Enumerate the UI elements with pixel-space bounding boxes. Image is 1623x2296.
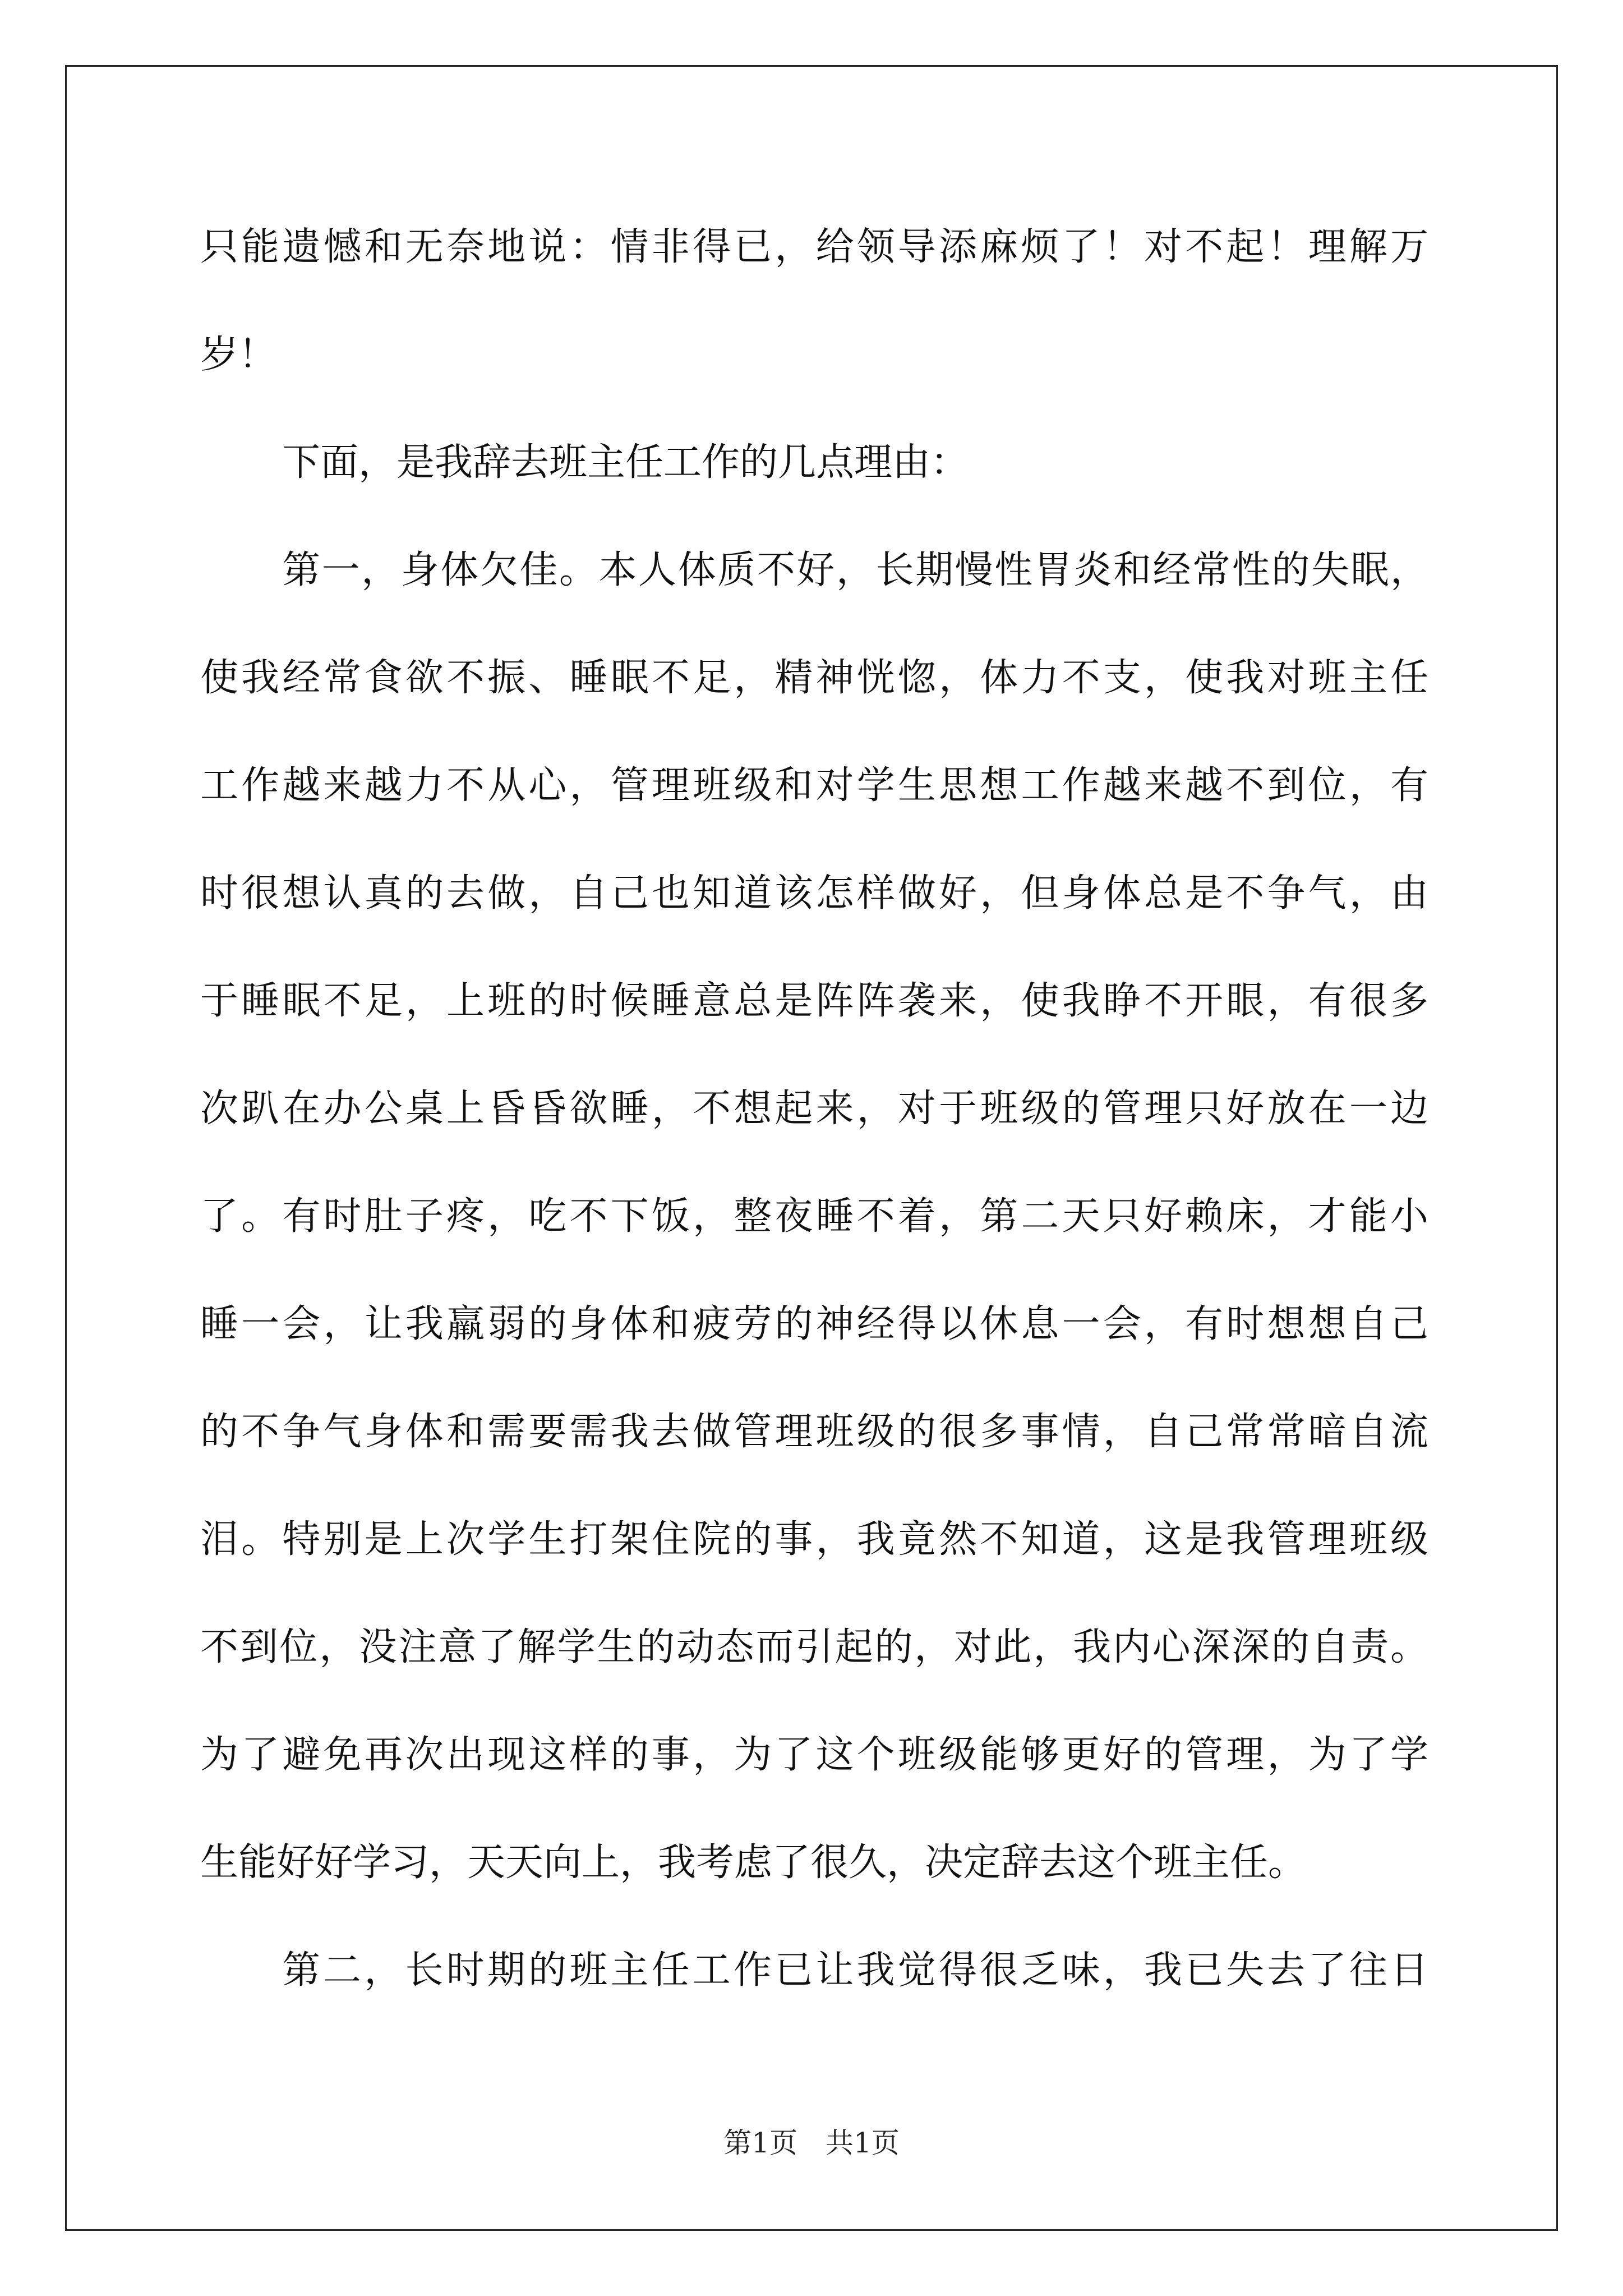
text-line: 于睡眠不足，上班的时候睡意总是阵阵袭来，使我睁不开眼，有很多 [200,979,1428,1023]
text-line: 生能好好学习，天天向上，我考虑了很久，决定辞去这个班主任。 [200,1841,1307,1885]
text-line: 为了避免再次出现这样的事，为了这个班级能够更好的管理，为了学 [200,1733,1428,1777]
text-line: 只能遗憾和无奈地说：情非得已，给领导添麻烦了！对不起！理解万 [200,225,1428,269]
text-line: 使我经常食欲不振、睡眠不足，精神恍惚，体力不支，使我对班主任 [200,656,1428,700]
text-line: 岁！ [200,333,277,377]
text-line: 泪。特别是上次学生打架住院的事，我竟然不知道，这是我管理班级 [200,1517,1428,1562]
text-line: 下面，是我辞去班主任工作的几点理由： [282,440,969,485]
document-body [200,194,1428,2024]
text-line: 的不争气身体和需要需我去做管理班级的很多事情，自己常常暗自流 [200,1410,1428,1454]
text-line: 次趴在办公桌上昏昏欲睡，不想起来，对于班级的管理只好放在一边 [200,1087,1428,1131]
page-number-footer: 第1页 共1页 [723,2127,900,2159]
text-line: 第一，身体欠佳。本人体质不好，长期慢性胃炎和经常性的失眠， [282,548,1428,592]
text-line: 工作越来越力不从心，管理班级和对学生思想工作越来越不到位，有 [200,763,1428,808]
text-line: 不到位，没注意了解学生的动态而引起的，对此，我内心深深的自责。 [200,1625,1428,1669]
text-line: 时很想认真的去做，自己也知道该怎样做好，但身体总是不争气，由 [200,871,1428,915]
text-line: 第二，长时期的班主任工作已让我觉得很乏味，我已失去了往日 [282,1948,1428,1993]
text-line: 了。有时肚子疼，吃不下饭，整夜睡不着，第二天只好赖床，才能小 [200,1194,1428,1239]
text-line: 睡一会，让我羸弱的身体和疲劳的神经得以休息一会，有时想想自己 [200,1302,1428,1346]
